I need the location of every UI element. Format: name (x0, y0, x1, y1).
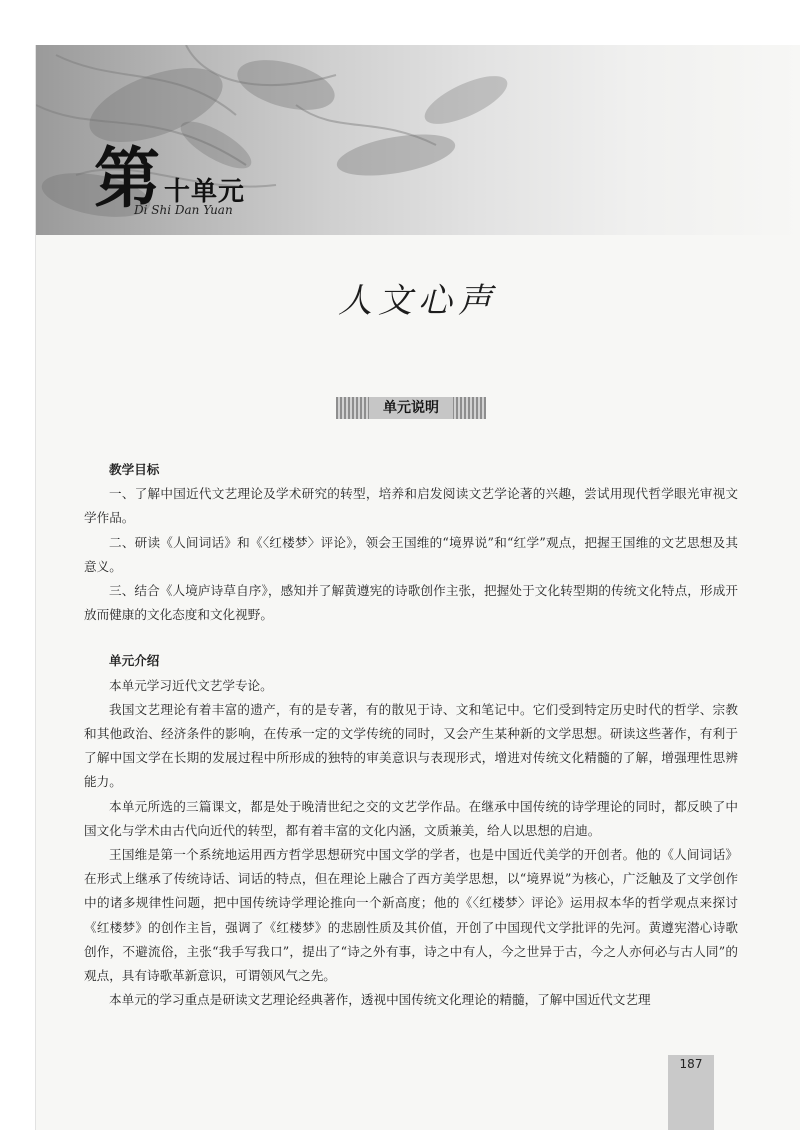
section-label-bar (336, 397, 486, 419)
intro-paragraph: 本单元学习近代文艺学专论。 (109, 677, 273, 693)
book-page (36, 45, 800, 1130)
page-number: 187 (679, 1057, 703, 1071)
intro-paragraph: 本单元所选的三篇课文，都是处于晚清世纪之交的文艺学作品。在继承中国传统的诗学理论的同时，都反映了中国文化与学术由古代向近代的转型，都有着丰富的文化内涵，文质兼美，给人以思想的启迪。 (84, 798, 738, 838)
page-top-margin (0, 0, 800, 45)
unit-number-label: 十单元 (164, 177, 246, 207)
goals-heading: 教学目标 (109, 462, 160, 477)
goal-item: 一、了解中国近代文艺理论及学术研究的转型，培养和启发阅读文艺学论著的兴趣，尝试用现代哲学眼光审视文学作品。 (84, 486, 738, 526)
intro-paragraph: 王国维是第一个系统地运用西方哲学思想研究中国文学的学者，也是中国近代美学的开创者。他的《人间词话》在形式上继承了传统诗话、词话的特点，但在理论上融合了西方美学思想，以“境界说”为核心，广泛触及了文学创作中的诸多规律性问题，把中国传统诗学理论推向一个新高度；他的《〈红楼梦〉评论》运用叔本华的哲学观点来探讨《红楼梦》的创作主旨，强调了《红楼梦》的悲剧性质及其价值，开创了中国现代文学批评的先河。黄遵宪潜心诗歌创作，不避流俗，主张“我手写我口”，提出了“诗之外有事，诗之中有人，今之世异于古，今之人亦何必与古人同”的观点，具有诗歌革新意识，可谓领风气之先。 (84, 847, 738, 984)
intro-heading: 单元介绍 (109, 653, 160, 669)
intro-paragraph: 我国文艺理论有着丰富的遗产，有的是专著，有的散见于诗、文和笔记中。它们受到特定历史时代的哲学、宗教和其他政治、经济条件的影响，在传承一定的文学传统的同时，又会产生某种新的文学思想。研读这些著作，有利于了解中国文学在长期的发展过程中所形成的独特的审美意识与表现形式，增进对传统文化精髓的了解，增强理性思辨能力。 (84, 701, 738, 790)
section-label: 单元说明 (369, 397, 453, 419)
goal-item: 二、研读《人间词话》和《〈红楼梦〉评论》，领会王国维的“境界说”和“红学”观点，把握王国维的文艺思想及其意义。 (84, 534, 738, 574)
intro-paragraph: 本单元的学习重点是研读文艺理论经典著作，透视中国传统文化理论的精髓，了解中国近代文艺理 (109, 992, 651, 1008)
unit-pinyin: Di Shi Dan Yuan (134, 203, 233, 217)
unit-title: 人文心声 (338, 281, 498, 321)
unit-description (84, 458, 738, 1012)
goal-item: 三、结合《人境庐诗草自序》，感知并了解黄遵宪的诗歌创作主张，把握处于文化转型期的传统文化特点，形成开放而健康的文化态度和文化视野。 (84, 583, 738, 623)
unit-number-big-char: 第 (94, 139, 160, 217)
